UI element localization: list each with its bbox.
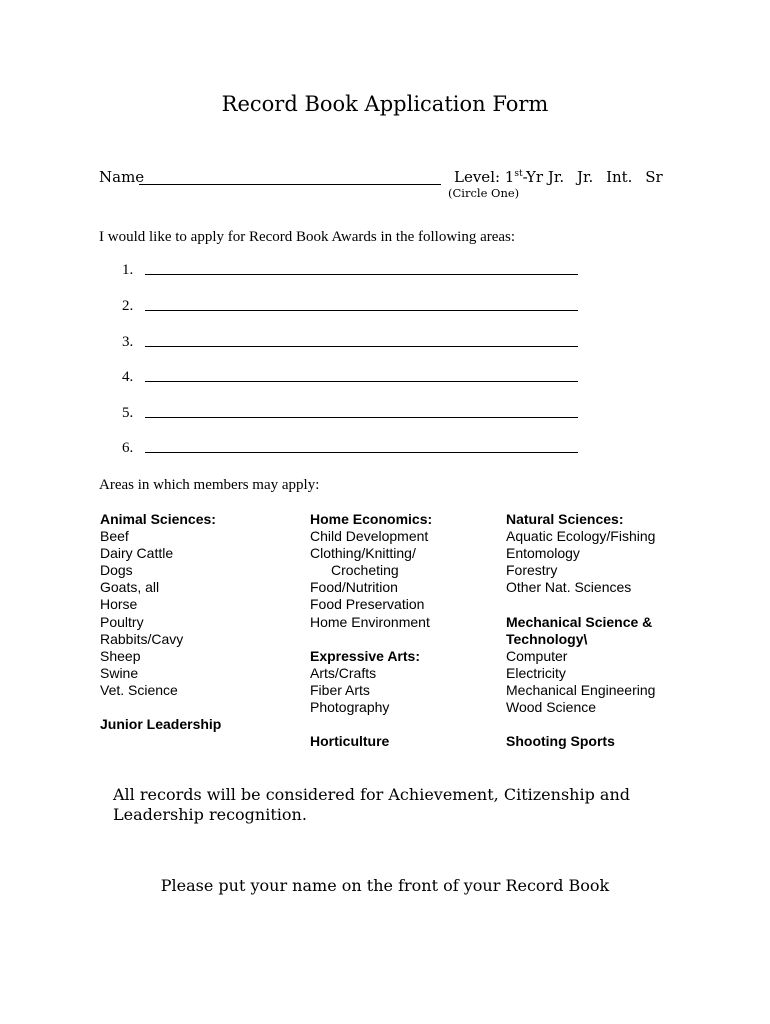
category-column-2 <box>310 511 432 750</box>
category-item: Arts/Crafts <box>310 664 377 681</box>
area-input-line[interactable] <box>145 274 578 275</box>
category-item: Food Preservation <box>310 596 425 613</box>
category-item: Poultry <box>100 613 144 630</box>
level-superscript: st <box>514 169 523 179</box>
category-item: Goats, all <box>100 579 160 596</box>
category-item: Beef <box>100 528 129 545</box>
intro-text: I would like to apply for Record Book Awards in the following areas: <box>99 229 516 245</box>
area-number: 4. <box>122 369 134 385</box>
category-item: Computer <box>506 647 568 664</box>
area-input-line[interactable] <box>145 346 578 347</box>
category-heading: Natural Sciences: <box>506 511 624 527</box>
category-item: Food/Nutrition <box>310 579 398 596</box>
category-item: Dairy Cattle <box>100 545 174 562</box>
level-option-first-year-jr[interactable]: -Yr Jr. <box>522 168 565 186</box>
level-option-int[interactable]: Int. <box>606 168 633 186</box>
category-heading: Shooting Sports <box>506 733 615 750</box>
category-heading: Junior Leadership <box>100 716 222 733</box>
name-label: Name <box>99 168 145 186</box>
category-heading: Home Economics: <box>310 511 433 527</box>
category-item: Other Nat. Sciences <box>506 579 632 596</box>
form-title: Record Book Application Form <box>221 92 549 116</box>
area-row <box>122 440 582 460</box>
category-item: Crocheting <box>331 562 399 579</box>
category-column-1 <box>100 511 221 733</box>
final-note: Please put your name on the front of your Record Book <box>160 876 610 895</box>
spacer <box>506 596 655 613</box>
category-heading: Animal Sciences: <box>100 511 216 527</box>
level-selector <box>454 168 663 186</box>
area-input-line[interactable] <box>145 452 578 453</box>
area-input-line[interactable] <box>145 381 578 382</box>
category-item: Rabbits/Cavy <box>100 630 184 647</box>
areas-heading: Areas in which members may apply: <box>99 477 320 493</box>
area-row <box>122 369 582 389</box>
area-number: 1. <box>122 262 134 278</box>
category-item: Mechanical Engineering <box>506 681 656 698</box>
category-item: Aquatic Ecology/Fishing <box>506 528 656 545</box>
area-input-line[interactable] <box>145 310 578 311</box>
circle-one-note: (Circle One) <box>448 186 520 200</box>
category-item: Home Environment <box>310 613 430 630</box>
area-number: 6. <box>122 440 134 456</box>
area-row <box>122 298 582 318</box>
area-row <box>122 262 582 282</box>
spacer <box>310 631 432 648</box>
level-option-jr[interactable]: Jr. <box>576 168 594 186</box>
category-heading: Expressive Arts: <box>310 647 420 664</box>
category-item: Swine <box>100 664 139 681</box>
category-column-3 <box>506 511 655 750</box>
area-number: 2. <box>122 298 134 314</box>
category-heading: Horticulture <box>310 733 390 750</box>
area-number: 3. <box>122 334 134 350</box>
category-item: Vet. Science <box>100 681 178 698</box>
level-option-sr[interactable]: Sr <box>645 168 663 186</box>
category-heading: Technology\ <box>506 630 588 647</box>
area-input-line[interactable] <box>145 417 578 418</box>
category-item: Sheep <box>100 647 141 664</box>
category-heading: Mechanical Science & <box>506 613 653 630</box>
category-item: Horse <box>100 596 138 613</box>
level-label: Level: 1 <box>454 168 515 186</box>
name-field-line[interactable] <box>139 184 441 185</box>
category-item: Entomology <box>506 545 580 562</box>
category-item: Forestry <box>506 562 558 579</box>
spacer <box>310 716 432 733</box>
area-number: 5. <box>122 405 134 421</box>
area-row <box>122 334 582 354</box>
category-item: Photography <box>310 699 390 716</box>
category-item: Clothing/Knitting/ <box>310 545 416 562</box>
category-item: Dogs <box>100 562 133 579</box>
recognition-note: All records will be considered for Achievement, Citizenship and Leadership recognition. <box>113 785 630 824</box>
category-item: Fiber Arts <box>310 681 370 698</box>
category-item: Wood Science <box>506 699 597 716</box>
category-item: Electricity <box>506 664 566 681</box>
spacer <box>506 716 655 733</box>
area-row <box>122 405 582 425</box>
category-item: Child Development <box>310 528 429 545</box>
spacer <box>100 699 221 716</box>
